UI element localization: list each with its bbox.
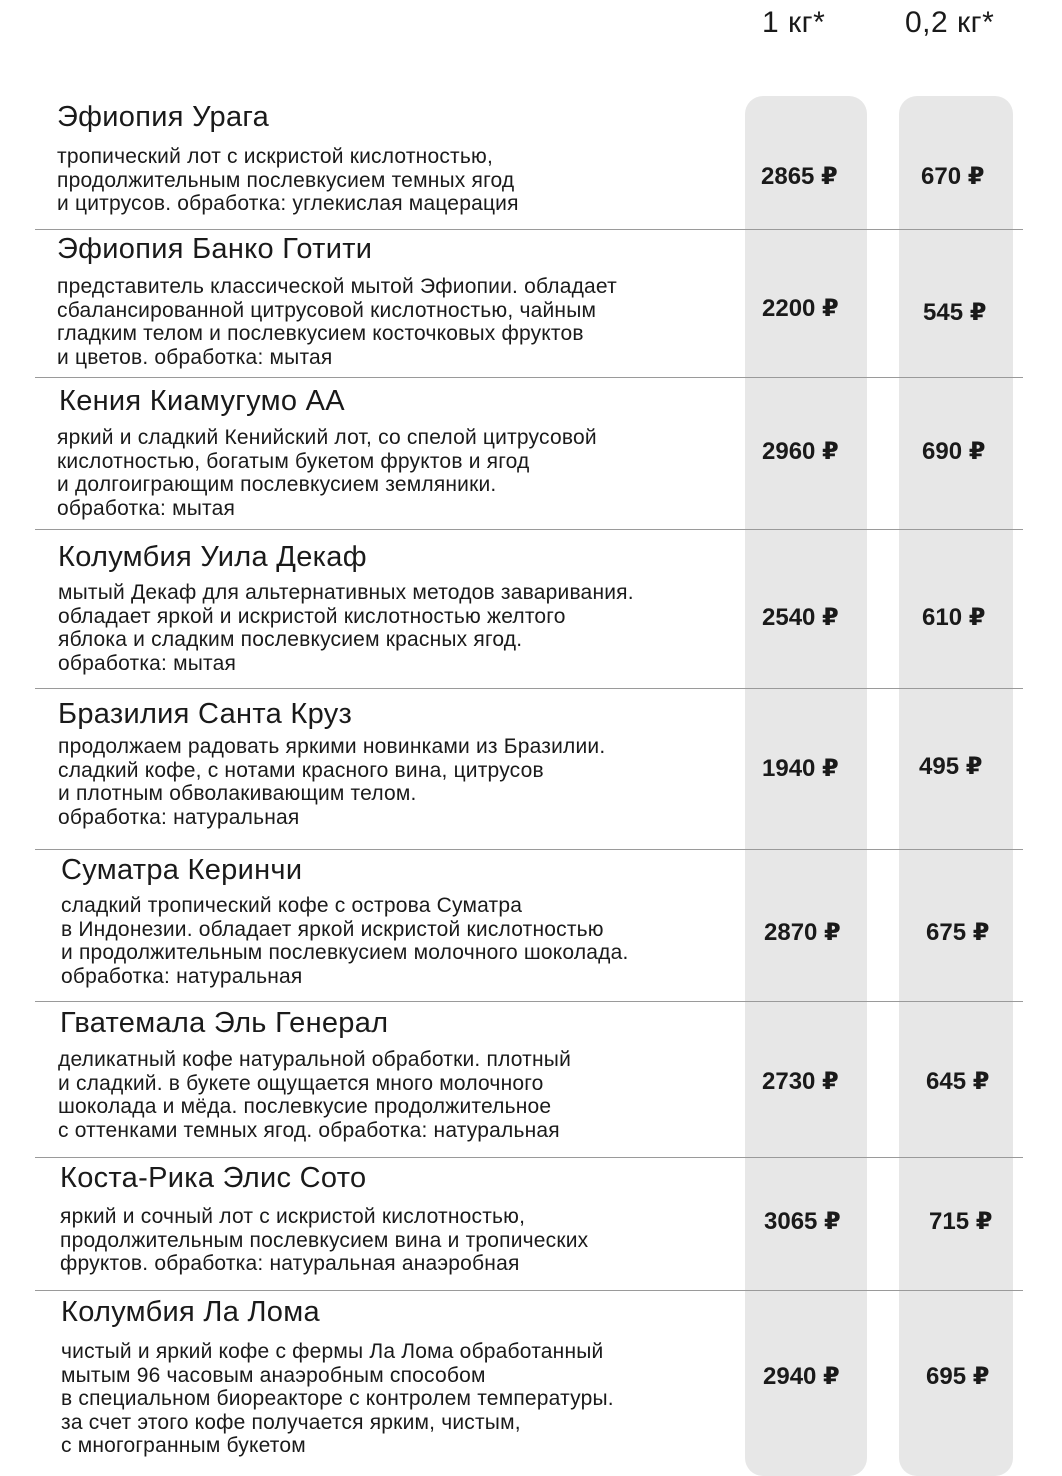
price-02kg: 610 ₽ — [922, 604, 986, 631]
coffee-name: Суматра Керинчи — [61, 854, 303, 886]
price-1kg: 2870 ₽ — [764, 919, 841, 946]
coffee-name: Кения Киамугумо АА — [59, 385, 345, 417]
price-1kg: 2865 ₽ — [761, 163, 838, 190]
coffee-name: Эфиопия Урага — [57, 101, 270, 133]
coffee-description: чистый и яркий кофе с фермы Ла Лома обработанный мытым 96 часовым анаэробным способом в специальном биореакторе с контролем температуры. за счет этого кофе получается ярким, чистым, с многогранным букетом — [61, 1340, 614, 1457]
column-header-02kg: 0,2 кг* — [905, 6, 995, 39]
row-divider — [35, 377, 1023, 378]
price-1kg: 1940 ₽ — [762, 755, 839, 782]
row-divider — [35, 688, 1023, 689]
coffee-name: Бразилия Санта Круз — [58, 698, 353, 730]
coffee-description: продолжаем радовать яркими новинками из Бразилии. сладкий кофе, с нотами красного вина, цитрусов и плотным обволакивающим телом. обработка: натуральная — [58, 735, 606, 829]
row-divider — [35, 1290, 1023, 1291]
coffee-description: яркий и сочный лот с искристой кислотностью, продолжительным послевкусием вина и тропических фруктов. обработка: натуральная анаэробная — [60, 1205, 589, 1275]
price-02kg: 495 ₽ — [919, 753, 983, 780]
row-divider — [35, 1157, 1023, 1158]
column-header-1kg: 1 кг* — [762, 6, 826, 39]
price-1kg: 2540 ₽ — [762, 604, 839, 631]
coffee-description: яркий и сладкий Кенийский лот, со спелой цитрусовой кислотностью, богатым букетом фруктов и ягод и долгоиграющим послевкусием земляники. обработка: мытая — [57, 426, 597, 520]
row-divider — [35, 849, 1023, 850]
coffee-description: деликатный кофе натуральной обработки. плотный и сладкий. в букете ощущается много молочного шоколада и мёда. послевкусие продолжительное с оттенками темных ягод. обработка: натуральная — [58, 1048, 572, 1142]
price-02kg: 695 ₽ — [926, 1363, 990, 1390]
row-divider — [35, 1001, 1023, 1002]
price-02kg: 645 ₽ — [926, 1068, 990, 1095]
price-1kg: 3065 ₽ — [764, 1208, 841, 1235]
row-divider — [35, 529, 1023, 530]
coffee-name: Коста-Рика Элис Сото — [60, 1162, 367, 1194]
price-02kg: 670 ₽ — [921, 163, 985, 190]
coffee-description: представитель классической мытой Эфиопии. обладает сбалансированной цитрусовой кислотностью, чайным гладким телом и послевкусием косточковых фруктов и цветов. обработка: мытая — [57, 275, 617, 369]
price-02kg: 690 ₽ — [922, 438, 986, 465]
coffee-description: сладкий тропический кофе с острова Суматра в Индонезии. обладает яркой искристой кислотностью и продолжительным послевкусием молочного шоколада. обработка: натуральная — [61, 894, 629, 988]
price-1kg: 2730 ₽ — [762, 1068, 839, 1095]
price-02kg: 675 ₽ — [926, 919, 990, 946]
price-1kg: 2940 ₽ — [763, 1363, 840, 1390]
price-1kg: 2960 ₽ — [762, 438, 839, 465]
price-02kg: 715 ₽ — [929, 1208, 993, 1235]
coffee-name: Эфиопия Банко Готити — [57, 233, 373, 265]
coffee-name: Гватемала Эль Генерал — [60, 1007, 389, 1039]
coffee-name: Колумбия Уила Декаф — [58, 541, 367, 573]
coffee-description: мытый Декаф для альтернативных методов заваривания. обладает яркой и искристой кислотностью желтого яблока и сладким послевкусием красных ягод. обработка: мытая — [58, 581, 634, 675]
coffee-name: Колумбия Ла Лома — [61, 1296, 320, 1328]
row-divider — [35, 229, 1023, 230]
price-1kg: 2200 ₽ — [762, 295, 839, 322]
coffee-description: тропический лот с искристой кислотностью, продолжительным послевкусием темных ягод и цитрусов. обработка: углекислая мацерация — [57, 145, 519, 215]
price-02kg: 545 ₽ — [923, 299, 987, 326]
